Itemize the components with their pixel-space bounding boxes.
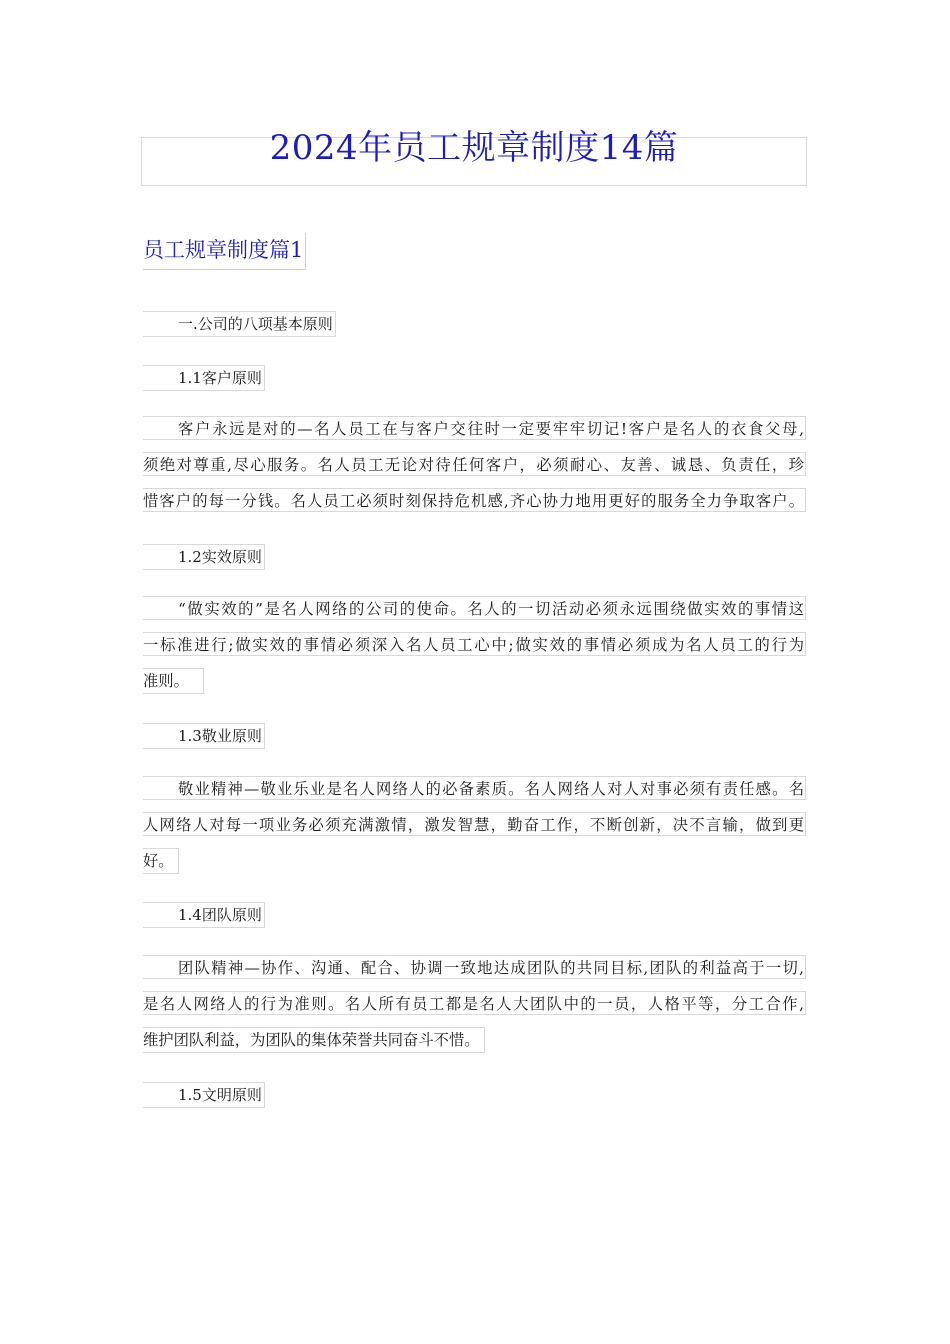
- subsection-1-5: 1.5文明原则: [143, 1082, 265, 1108]
- paragraph-line: [143, 447, 807, 483]
- paragraph-team-principle: [143, 950, 807, 1058]
- paragraph-line: [143, 986, 807, 1022]
- line-text: 准则。: [143, 668, 204, 694]
- line-text: 惜客户的每一分钱。名人员工必须时刻保持危机感,齐心协力地用更好的服务全力争取客户。: [143, 488, 806, 512]
- paragraph-line: [143, 627, 807, 663]
- paragraph-line: [143, 411, 807, 447]
- line-text: 敬业精神—敬业乐业是名人网络人的必备素质。名人网络人对人对事必须有责任感。名: [143, 776, 806, 800]
- paragraph-line: [143, 950, 807, 986]
- line-text: 须绝对尊重,尽心服务。名人员工无论对待任何客户，必须耐心、友善、诚恳、负责任，珍: [143, 452, 806, 476]
- paragraph-line: [143, 591, 807, 627]
- paragraph-line: [143, 1022, 807, 1058]
- line-text: 维护团队利益，为团队的集体荣誉共同奋斗不惜。: [143, 1027, 485, 1053]
- line-text: 一标准进行;做实效的事情必须深入名人员工心中;做实效的事情必须成为名人员工的行为: [143, 632, 806, 656]
- paragraph-dedication-principle: [143, 771, 807, 879]
- line-text: 团队精神—协作、沟通、配合、协调一致地达成团队的共同目标,团队的利益高于一切,: [143, 955, 806, 979]
- line-text: 是名人网络人的行为准则。名人所有员工都是名人大团队中的一员，人格平等，分工合作,: [143, 991, 806, 1015]
- subsection-1-3: 1.3敬业原则: [143, 723, 265, 749]
- document-title: 2024年员工规章制度14篇: [269, 128, 679, 168]
- outline-part-1: 一.公司的八项基本原则: [143, 311, 336, 337]
- paragraph-customer-principle: [143, 411, 807, 519]
- subsection-1-4: 1.4团队原则: [143, 902, 265, 928]
- section-heading: 员工规章制度篇1: [143, 233, 306, 270]
- paragraph-line: [143, 771, 807, 807]
- line-text: 好。: [143, 848, 179, 874]
- paragraph-effectiveness-principle: [143, 591, 807, 699]
- paragraph-line: [143, 843, 807, 879]
- subsection-1-2: 1.2实效原则: [143, 544, 265, 570]
- paragraph-line: [143, 663, 807, 699]
- paragraph-line: [143, 807, 807, 843]
- line-text: 人网络人对每一项业务必须充满激情，激发智慧，勤奋工作，不断创新，决不言输，做到更: [143, 812, 806, 836]
- paragraph-line: [143, 483, 807, 519]
- subsection-1-1: 1.1客户原则: [143, 365, 265, 391]
- line-text: 客户永远是对的—名人员工在与客户交往时一定要牢牢切记!客户是名人的衣食父母,: [143, 416, 806, 440]
- line-text: “做实效的”是名人网络的公司的使命。名人的一切活动必须永远围绕做实效的事情这: [143, 596, 806, 620]
